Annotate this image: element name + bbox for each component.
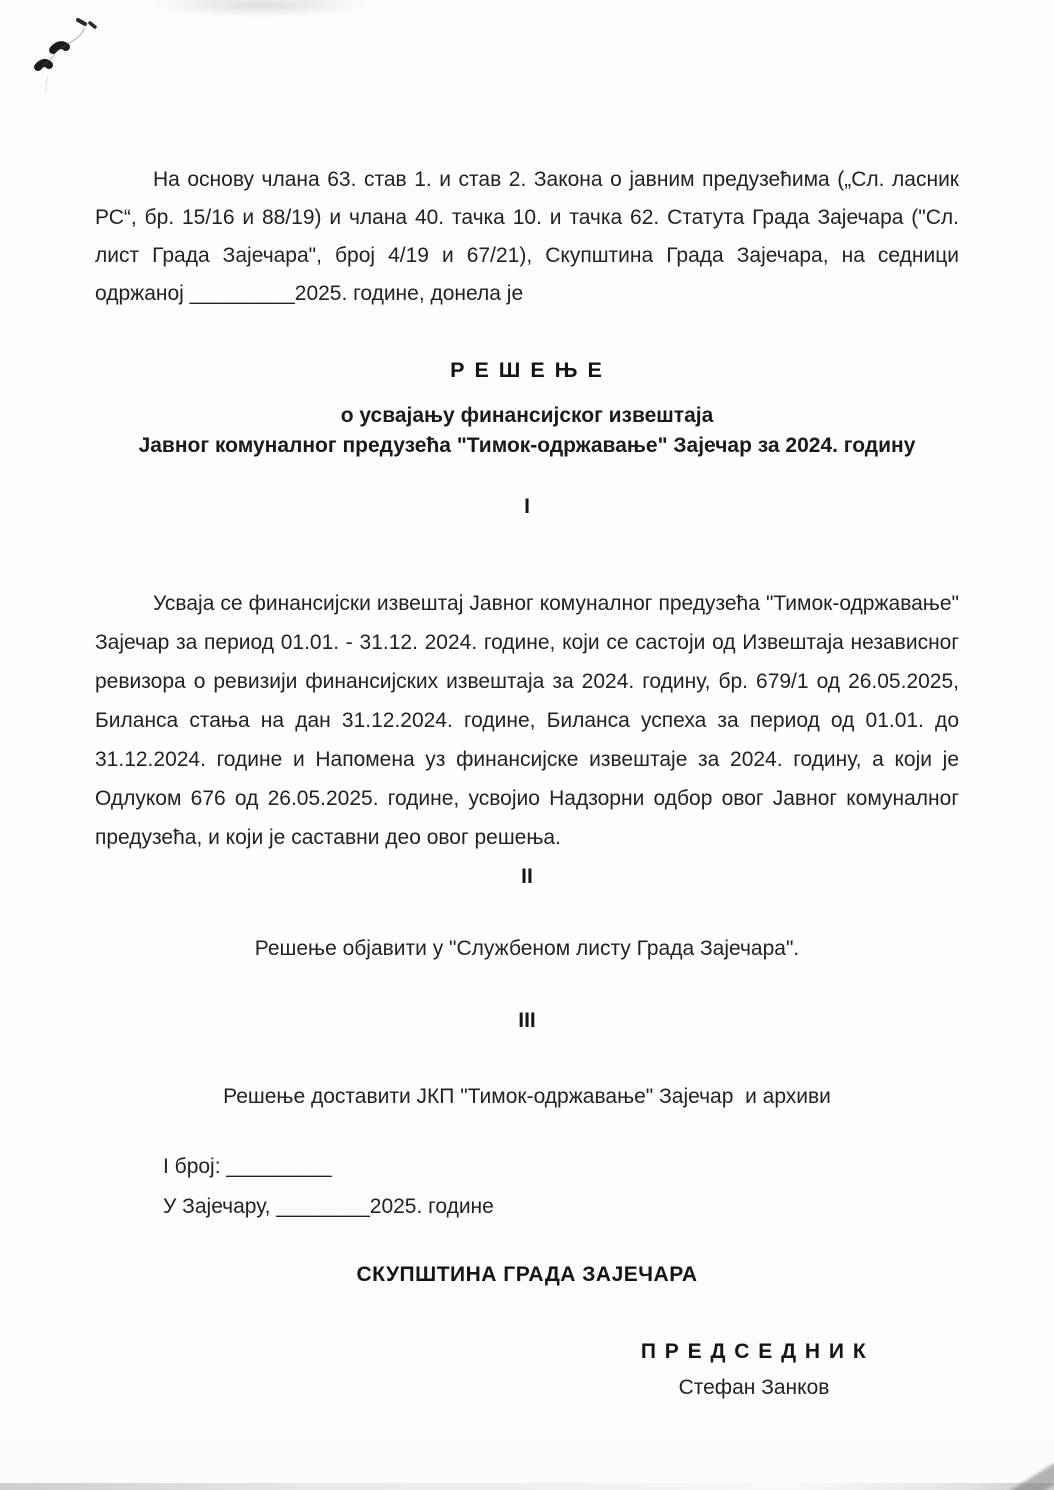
- signature-block: [556, 1340, 952, 1400]
- place-label: У Зајечару,: [163, 1195, 277, 1218]
- president-title: П Р Е Д С Е Д Н И К: [640, 1340, 868, 1363]
- section-3-numeral: III: [518, 1009, 536, 1032]
- case-number-blank: _________: [226, 1155, 332, 1178]
- section-1-body: Усваја се финансијски извештај Јавног комуналног предузећа "Тимок-одржавање" Зајечар за период 01.01. - 31.12. 2024. године, који се састоји од Извештаја независног ревизора о ревизији финансијских извештаја за 2024. годину, бр. 679/1 од 26.05.2025, Биланса стања на дан 31.12.2024. године, Биланса успеха за период од 01.01. до 31.12.2024. године и Напомена уз финансијске извештаје за 2024. годину, а који је Одлуком 676 од 26.05.2025. године, усвојио Надзорни одбор овог Јавног комуналног предузећа, и који је саставни део овог решења.: [95, 592, 959, 849]
- document-subtitle-line1: о усвајању финансијског извештаја: [340, 404, 714, 427]
- document-title: Р Е Ш Е Њ Е: [450, 358, 604, 382]
- section-3-body: Решење доставити ЈКП "Тимок-одржавање" Зајечар и архиви: [223, 1085, 831, 1108]
- pen-scribble-icon: [8, 6, 104, 102]
- date-blank: ________: [276, 1195, 370, 1218]
- scan-smudge-icon: [150, 0, 370, 16]
- section-2-numeral: II: [521, 865, 533, 888]
- case-number-line: [163, 1155, 332, 1179]
- section-2-body: Решење објавити у "Службеном листу Града Зајечара".: [254, 937, 800, 960]
- president-name: Стефан Занков: [678, 1376, 830, 1399]
- assembly-name: СКУПШТИНА ГРАДА ЗАЈЕЧАРА: [356, 1263, 698, 1286]
- case-number-label: I број:: [163, 1155, 227, 1178]
- section-1-numeral: I: [524, 495, 530, 518]
- place-date-line: [163, 1195, 494, 1219]
- intro-paragraph: На основу члана 63. став 1. и став 2. Закона о јавним предузећима („Сл. ласник РС“, бр. 15/16 и 88/19) и члана 40. тачка 10. и тачка 62. Статута Града Зајечара ("Сл. лист Града Зајечара", број 4/19 и 67/21), Скупштина Града Зајечара, на седници одржаној _________2025. године, донела је: [95, 168, 959, 305]
- document-subtitle-line2: Јавног комуналног предузећа "Тимок-одржавање" Зајечар за 2024. годину: [138, 434, 916, 457]
- date-year-label: 2025. године: [369, 1195, 494, 1218]
- scanner-edge-shadow-icon: [0, 1483, 1054, 1490]
